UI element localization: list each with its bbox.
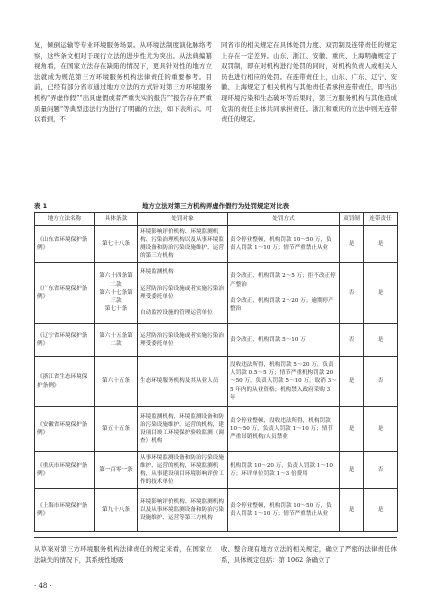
cell-penalty: 责令停业整顿，机构罚款 10～50 万，负责人罚款 1～10 万；情节严重禁止从业 [228,489,340,532]
paragraph: 收、整合现有地方立法的相关规定，确立了严密的法律责任体系，具体规定包括：第 1062 条确立了 [221,545,397,564]
cell-double-penalty: 否 [340,263,364,324]
cell-law-name: 《浙江省生态环境保护条例》 [35,357,95,407]
cell-clause: 第七十八条 [95,226,138,263]
page-number: · 48 · [34,582,52,590]
cell-joint-liability: 是 [364,263,398,324]
cell-target: 环境影响评价机构、环境监测机构、污染治理机构以及从事环境监测设备和防治污染设施维护、运营的第三方机构 [138,226,228,263]
table-row [35,407,398,452]
cell-double-penalty: 是 [340,357,364,407]
cell-clause: 第五十五条 [95,407,138,452]
table-row [35,263,398,324]
cell-law-name: 《辽宁省环境保护条例》 [35,324,95,357]
cell-penalty: 责令改正，机构罚款 5～10 万 [228,324,340,357]
cell-target: 环境监测机构，环境监测设备和防治污染设施维护、运营的机构，建设项目竣工环境保护验收监测（调查）机构 [138,407,228,452]
cell-target: 从事环境监测设备和防治污染设施维护、运营的机构，环境监测机构，从事建设项目环境影响评价工作的技术单位 [138,452,228,489]
cell-law-name: 《上海市环境保护条例》 [35,489,95,532]
table-row [35,226,398,263]
body-text-right-column [221,40,397,125]
cell-double-penalty: 是 [340,489,364,532]
cell-clause: 第六十五条 [95,357,138,407]
cell-penalty: 机构罚款 10～20 万，负责人罚款 1～10 万；环评单位罚款 1～3 倍费用 [228,452,340,489]
header-law-name: 地方立法名称 [35,213,95,226]
header-target: 处罚对象 [138,213,228,226]
cell-target: 环境影响评价机构、环境监测机构以及从事环境监测设备和防治污染设施维护、运营等第三方机构 [138,489,228,532]
cell-double-penalty: 是 [340,452,364,489]
header-double-penalty: 双罚制 [340,213,364,226]
paragraph: 复，倾倒运输等专业环境服务场景。从环境法制度演化脉络考察，这些条文相对于现行立法的进步性尤为突出。从法典编纂视角看，在国家立法存在缺陷的情况下，更具针对性的地方立法就成为规范第三方环境服务机构法律责任的重要参考。目前，已经有部分省市通过地方立法的方式针对第三方环境服务机构“弄虚作假”“出具虚假或者严重失实的报告”“报告存在严重质量问题”等典型违法行为进行了明确的立法，如下表所示。可以看到，不 [34,41,212,124]
cell-joint-liability: 否 [364,357,398,407]
cell-law-name: 《广东省环境保护条例》 [35,263,95,324]
table-row [35,489,398,532]
cell-penalty: 没收违法所得，机构罚款 5～20 万，负责人罚款 0.5～5 万；情节严重机构罚款 20～50 万，负责人罚款 5～10 万，取消 3～5 年内的从业资格；机构禁入政府采购 3 年 [228,357,340,407]
cell-target: 生态环境服务机构及其从业人员 [138,357,228,407]
cell-law-name: 《山东省环境保护条例》 [35,226,95,263]
paragraph: 从草案对第三方环境服务机构法律责任的规定来看，在国家立法缺失的情况下，其系统性地吸 [34,545,212,564]
table-label: 表 1 [34,202,48,210]
table-row [35,357,398,407]
body-text-bottom-left [34,544,212,565]
cell-penalty: 责令停业整顿，机构罚款 10～50 万，负责人罚款 1～10 万；情节严重禁止从业 [228,226,340,263]
header-penalty: 处罚方式 [228,213,340,226]
body-text-left-column [34,40,212,125]
cell-double-penalty: 否 [340,324,364,357]
cell-joint-liability: 否 [364,452,398,489]
cell-joint-liability: 是 [364,407,398,452]
paragraph: 同省市的相关规定在具体处罚力度、双罚制及连带责任的规定上存在一定差异。山东、浙江、安徽、重庆、上海明确规定了双罚制，即在对机构进行处罚的同时，对机构负责人或相关人员也进行相应的处罚。在连带责任上，山东、广东、辽宁、安徽、上海规定了相关机构与其他责任者承担连带责任，即当出现环境污染和生态破坏等后果时，第三方服务机构与其他造成危害的责任主体共同承担责任。浙江和重庆的立法中则无连带责任的规定。 [221,41,397,124]
table-bottom-rule [34,537,397,538]
header-joint-liability: 连带责任 [364,213,398,226]
cell-clause: 第一百零一条 [95,452,138,489]
body-text-bottom-right [221,544,397,565]
cell-law-name: 《重庆市环境保护条例》 [35,452,95,489]
table-row [35,324,398,357]
cell-target: 运营防治污染设施或者实施污染治理受委托单位 [138,324,228,357]
penalty-comparison-table [34,212,398,532]
cell-joint-liability: 是 [364,324,398,357]
table-row [35,452,398,489]
cell-clause: 第六十五条第二款 [95,324,138,357]
cell-law-name: 《安徽省环境保护条例》 [35,407,95,452]
cell-joint-liability: 是 [364,489,398,532]
header-clause: 具体条款 [95,213,138,226]
cell-penalty: 责令停业整顿，没收违法所得，机构罚款 10～50 万，负责人罚款 1～10 万；情节严重吊销机构/人员禁业 [228,407,340,452]
cell-double-penalty: 是 [340,407,364,452]
cell-target: 环境监测机构 运营防治污染设施或者实施污染治理受委托单位 自动监控设施的管理运营单位 [138,263,228,324]
cell-double-penalty: 是 [340,226,364,263]
cell-clause: 第九十八条 [95,489,138,532]
cell-joint-liability: 是 [364,226,398,263]
table-title: 地方立法对第三方机构弄虚作假行为处罚规定对比表 [142,202,289,210]
cell-penalty: 责令改正，机构罚款 2～5 万；拒不改正停产整治 责令改正，机构罚款 2～20 万；逾期停产整治 [228,263,340,324]
table-caption [34,201,397,210]
table-header-row [35,213,398,226]
cell-clause: 第六十四条第二款 第六十七条第三款 第七十条 [95,263,138,324]
